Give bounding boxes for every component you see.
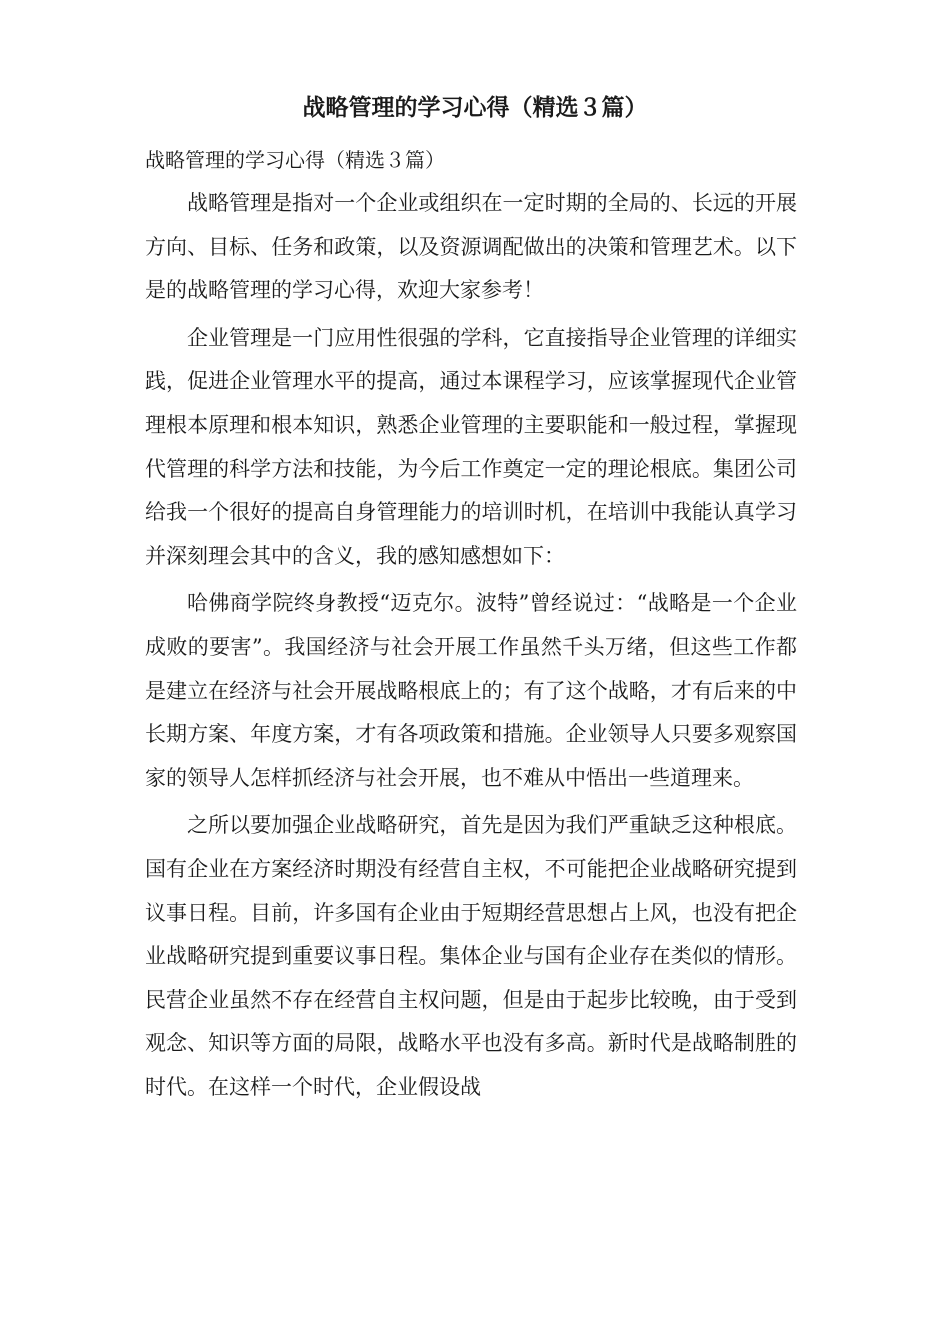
document-title: 战略管理的学习心得（精选３篇）: [302, 94, 648, 121]
paragraph-porter-quote: 哈佛商学院终身教授“迈克尔。波特”曾经说过：“战略是一个企业成败的要害”。我国经济与社会开展工作虽然千头万绪，但这些工作都是建立在经济与社会开展战略根底上的；有了这个战略，才有后来的中长期方案、年度方案，才有各项政策和措施。企业领导人只要多观察国家的领导人怎样抓经济与社会开展，也不难从中悟出一些道理来。: [145, 591, 797, 790]
paragraph-intro: 战略管理是指对一个企业或组织在一定时期的全局的、长远的开展方向、目标、任务和政策，以及资源调配做出的决策和管理艺术。以下是的战略管理的学习心得，欢迎大家参考！: [145, 191, 797, 303]
paragraph-management-course: 企业管理是一门应用性很强的学科，它直接指导企业管理的详细实践，促进企业管理水平的提高，通过本课程学习，应该掌握现代企业管理根本原理和根本知识，熟悉企业管理的主要职能和一般过程，掌握现代管理的科学方法和技能，为今后工作奠定一定的理论根底。集团公司给我一个很好的提高自身管理能力的培训时机，在培训中我能认真学习并深刻理会其中的含义，我的感知感想如下：: [145, 325, 797, 568]
paragraph-strategy-research: 之所以要加强企业战略研究，首先是因为我们严重缺乏这种根底。国有企业在方案经济时期没有经营自主权，不可能把企业战略研究提到议事日程。目前，许多国有企业由于短期经营思想占上风，也没有把企业战略研究提到重要议事日程。集体企业与国有企业存在类似的情形。民营企业虽然不存在经营自主权问题，但是由于起步比较晚，由于受到观念、知识等方面的局限，战略水平也没有多高。新时代是战略制胜的时代。在这样一个时代，企业假设战: [145, 813, 797, 1099]
document-subtitle: 战略管理的学习心得（精选３篇）: [145, 148, 445, 172]
document-body: [145, 182, 797, 1113]
